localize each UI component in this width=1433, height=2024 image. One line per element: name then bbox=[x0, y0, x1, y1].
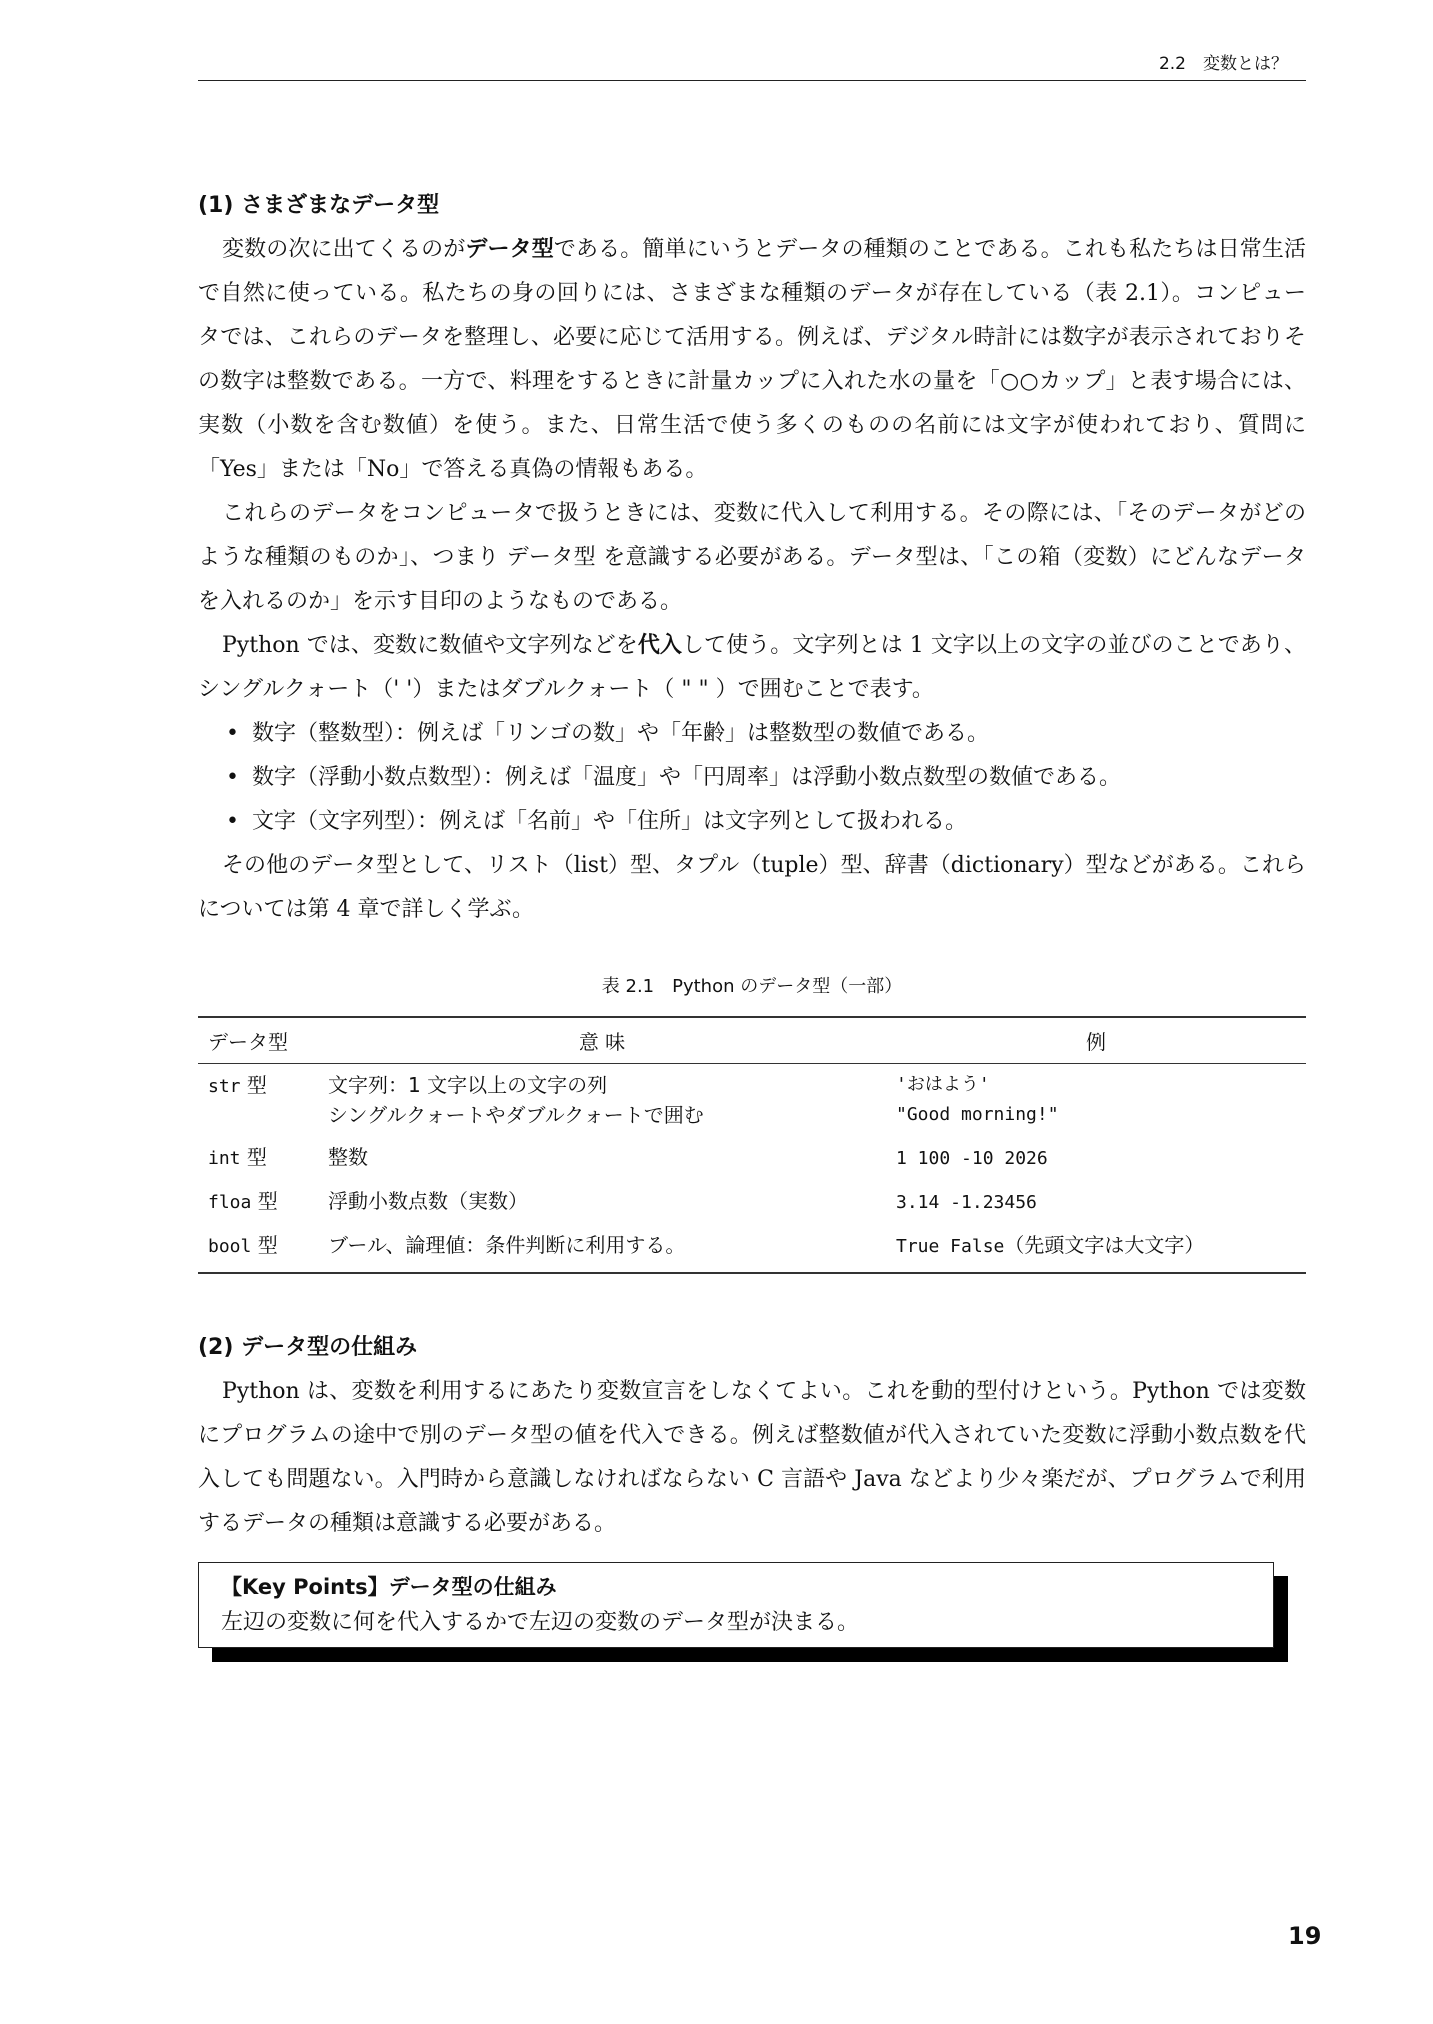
text: Python では、変数に数値や文字列などを bbox=[222, 633, 638, 658]
type-suffix: 型 bbox=[251, 1233, 278, 1257]
column-header-type: データ型 bbox=[198, 1017, 318, 1064]
section1-heading: (1) さまざまなデータ型 bbox=[198, 193, 440, 218]
text: して使う。文字列とは 1 文字以上の文字の並びのことであり、シングルクォート（' '）またはダブルクォート（ " " ）で囲むことで表す。 bbox=[198, 633, 1306, 702]
example-note: （先頭文字は大文字） bbox=[1004, 1233, 1205, 1257]
bullet-icon: • bbox=[226, 765, 239, 790]
section1-paragraph-1 bbox=[198, 228, 1306, 492]
type-code: int bbox=[208, 1148, 241, 1169]
section2-paragraph-1: Python は、変数を利用するにあたり変数宣言をしなくてよい。これを動的型付けという。Python では変数にプログラムの途中で別のデータ型の値を代入できる。例えば整数値が代入されていた変数に浮動小数点数を代入しても問題ない。入門時から意識しなければならない C 言語や Java などより少々楽だが、プログラムで利用するデータの種類は意識する必要がある。 bbox=[198, 1379, 1306, 1536]
table-row bbox=[198, 1180, 1306, 1224]
running-head-title: 2.2 変数とは？ bbox=[1158, 54, 1288, 74]
list-item-text: 数字（浮動小数点数型）：例えば「温度」や「円周率」は浮動小数点数型の数値である。 bbox=[252, 765, 1122, 790]
list-item bbox=[222, 712, 1306, 756]
type-suffix: 型 bbox=[240, 1073, 267, 1097]
section1-paragraph-2: これらのデータをコンピュータで扱うときには、変数に代入して利用する。その際には、「そのデータがどのような種類のものか」、つまり データ型 を意識する必要がある。データ型は、「この箱（変数）にどんなデータを入れるのか」を示す目印のようなものである。 bbox=[198, 501, 1306, 614]
example-code: True False bbox=[896, 1236, 1005, 1257]
meaning-line: シングルクォートやダブルクォートで囲む bbox=[328, 1103, 704, 1127]
type-code: floa bbox=[208, 1192, 252, 1213]
cell-example bbox=[886, 1136, 1306, 1180]
key-points-panel bbox=[198, 1562, 1274, 1648]
column-header-example: 例 bbox=[886, 1017, 1306, 1064]
cell-meaning: ブール、論理値：条件判断に利用する。 bbox=[318, 1224, 886, 1273]
table-caption: 表 2.1 Python のデータ型（一部） bbox=[601, 976, 903, 997]
key-points-box bbox=[198, 1562, 1288, 1662]
list-item-text: 数字（整数型）：例えば「リンゴの数」や「年齢」は整数型の数値である。 bbox=[252, 721, 990, 746]
cell-type bbox=[198, 1064, 318, 1137]
type-code: bool bbox=[208, 1236, 252, 1257]
bold-term: データ型 bbox=[465, 237, 554, 262]
list-item bbox=[222, 756, 1306, 800]
cell-example bbox=[886, 1064, 1306, 1137]
key-points-body: 左辺の変数に何を代入するかで左辺の変数のデータ型が決まる。 bbox=[221, 1610, 860, 1635]
section1-paragraph-3 bbox=[198, 624, 1306, 712]
type-code: str bbox=[208, 1076, 241, 1097]
list-item-text: 文字（文字列型）：例えば「名前」や「住所」は文字列として扱われる。 bbox=[252, 809, 968, 834]
cell-type bbox=[198, 1136, 318, 1180]
cell-meaning bbox=[318, 1064, 886, 1137]
text: 変数の次に出てくるのが bbox=[222, 237, 466, 262]
table-header-row bbox=[198, 1017, 1306, 1064]
text: である。簡単にいうとデータの種類のことである。これも私たちは日常生活で自然に使っている。私たちの身の回りには、さまざまな種類のデータが存在している（表 2.1）。コンピュータでは、これらのデータを整理し、必要に応じて活用する。例えば、デジタル時計には数字が表示されておりその数字は整数である。一方で、料理をするときに計量カップに入れた水の量を「○○カップ」と表す場合には、実数（小数を含む数値）を使う。また、日常生活で使う多くのものの名前には文字が使われており、質問に「Yes」または「No」で答える真偽の情報もある。 bbox=[198, 237, 1306, 482]
data-types-table bbox=[198, 1016, 1306, 1274]
list-item bbox=[222, 800, 1306, 844]
type-suffix: 型 bbox=[240, 1145, 267, 1169]
bullet-icon: • bbox=[226, 721, 239, 746]
example-line: "Good morning!" bbox=[896, 1104, 1059, 1125]
page-content bbox=[198, 184, 1306, 1662]
cell-example bbox=[886, 1224, 1306, 1273]
meaning-line: 文字列：1 文字以上の文字の列 bbox=[328, 1073, 608, 1097]
cell-example bbox=[886, 1180, 1306, 1224]
bullet-icon: • bbox=[226, 809, 239, 834]
page-number: 19 bbox=[1288, 1922, 1322, 1950]
running-head bbox=[198, 52, 1306, 81]
example-line: 1 100 -10 2026 bbox=[896, 1148, 1048, 1169]
cell-meaning: 整数 bbox=[328, 1145, 368, 1169]
bold-term: 代入 bbox=[637, 633, 682, 658]
section1-paragraph-4: その他のデータ型として、リスト（list）型、タプル（tuple）型、辞書（dictionary）型などがある。これらについては第 4 章で詳しく学ぶ。 bbox=[198, 853, 1306, 922]
data-type-bullet-list bbox=[198, 712, 1306, 844]
type-suffix: 型 bbox=[251, 1189, 278, 1213]
example-line: 3.14 -1.23456 bbox=[896, 1192, 1037, 1213]
section2-heading: (2) データ型の仕組み bbox=[198, 1335, 418, 1360]
table-row bbox=[198, 1064, 1306, 1137]
table-row bbox=[198, 1136, 1306, 1180]
example-line: 'おはよう' bbox=[896, 1074, 990, 1095]
key-points-title: 【Key Points】データ型の仕組み bbox=[221, 1575, 557, 1599]
cell-type bbox=[198, 1180, 318, 1224]
cell-meaning: 浮動小数点数（実数） bbox=[328, 1189, 528, 1213]
table-row bbox=[198, 1224, 1306, 1273]
column-header-meaning: 意 味 bbox=[318, 1017, 886, 1064]
cell-type bbox=[198, 1224, 318, 1273]
